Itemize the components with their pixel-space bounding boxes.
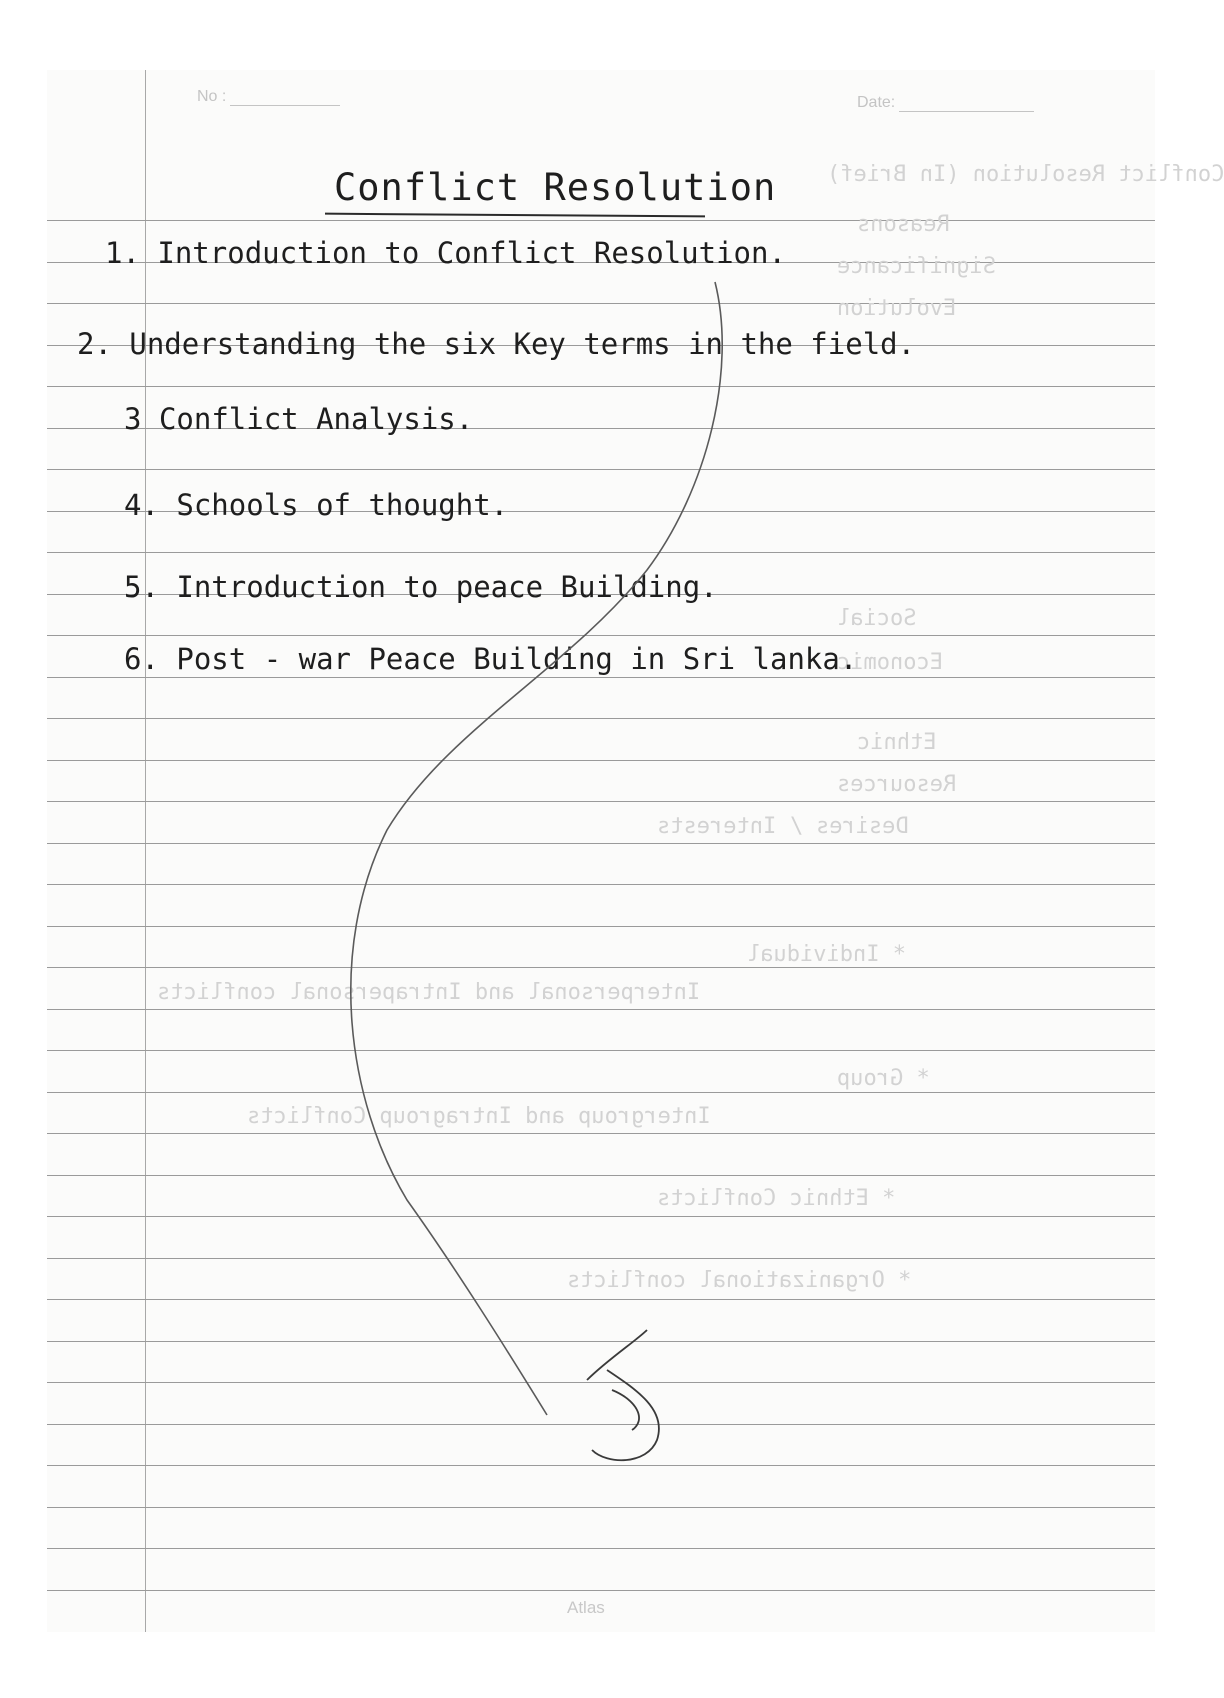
ghost-line: Intergroup and Intragroup Conflicts (247, 1104, 711, 1129)
scribble-curve (351, 282, 722, 1415)
ghost-line: Evolution (837, 296, 957, 321)
ghost-line: Significance (837, 254, 996, 279)
ghost-line: Interpersonal and Intrapersonal conflicts (157, 980, 701, 1005)
item-number: 4. (124, 488, 159, 522)
ghost-line: Conflict Resolution (In Brief) (827, 162, 1224, 187)
item-text: Schools of thought. (176, 488, 509, 522)
item-number: 6. (124, 642, 159, 676)
ghost-line: Desires / Interests (657, 814, 909, 839)
ghost-line: * Group (837, 1066, 930, 1091)
item-number: 3 (124, 402, 142, 436)
notebook-page (47, 70, 1224, 1632)
ghost-line: Reasons (857, 212, 950, 237)
pencil-scribble (47, 70, 1155, 1632)
brand-logo: Atlas (567, 1598, 605, 1617)
ghost-line: * Organizational conflicts (567, 1268, 912, 1293)
item-text: Conflict Analysis. (158, 402, 474, 436)
item-text: Post - war Peace Building in Sri lanka. (176, 642, 858, 676)
no-label: No : (197, 88, 227, 105)
item-number: 2. (77, 327, 112, 361)
ghost-line: Resources (837, 772, 957, 797)
date-label: Date: (857, 94, 896, 111)
ghost-line: * Individual (747, 942, 906, 967)
item-text: Introduction to Conflict Resolution. (157, 236, 786, 270)
item-number: 5. (124, 570, 159, 604)
ghost-line: Economic (837, 650, 943, 675)
item-number: 1. (105, 236, 140, 270)
ghost-line: Ethnic (857, 730, 937, 755)
item-text: Understanding the six Key terms in the field. (129, 327, 916, 361)
ghost-line: * Ethnic Conflicts (657, 1186, 896, 1211)
scribble-loop (587, 1330, 659, 1460)
item-text: Introduction to peace Building. (176, 570, 718, 604)
page-title: Conflict Resolution (334, 166, 777, 209)
ghost-line: Social (837, 606, 917, 631)
